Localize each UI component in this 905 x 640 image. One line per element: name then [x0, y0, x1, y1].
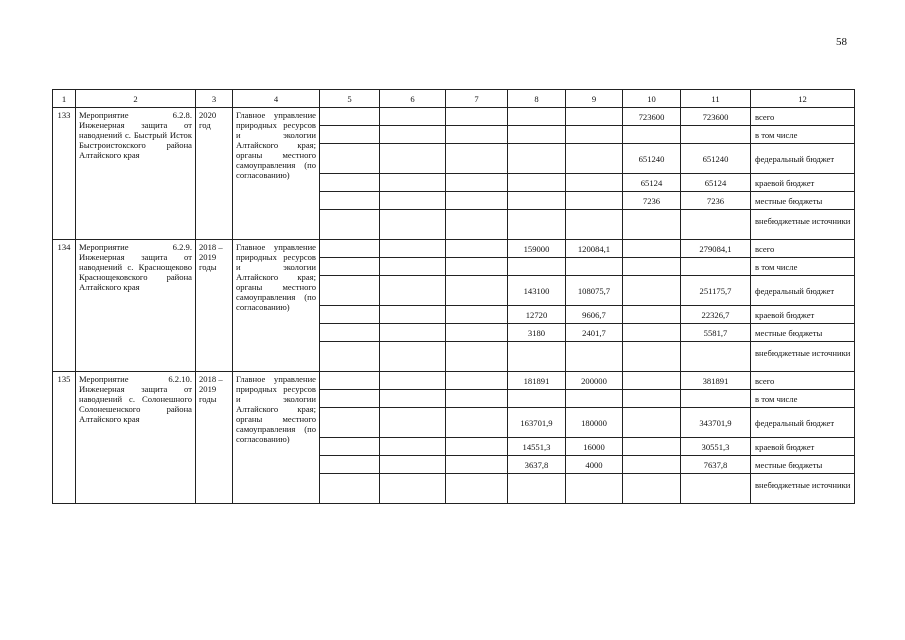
- col-5-cell: [320, 210, 380, 240]
- col-5-cell: [320, 144, 380, 174]
- col-6-cell: [380, 324, 446, 342]
- value-cell-c11: 343701,9: [681, 408, 751, 438]
- value-cell-c8: [508, 342, 566, 372]
- value-cell-c9: 108075,7: [566, 276, 623, 306]
- header-cell: 3: [196, 90, 233, 108]
- implementation-years: 2020 год: [196, 108, 233, 240]
- row-number: 135: [53, 372, 76, 504]
- measure-name: Мероприятие 6.2.9. Инженерная защита от наводнений с. Краснощеково Краснощековского района Алтайского края: [76, 240, 196, 372]
- header-cell: 5: [320, 90, 380, 108]
- value-cell-c10: [623, 276, 681, 306]
- col-7-cell: [446, 174, 508, 192]
- table-row: [53, 240, 855, 258]
- value-cell-c8: [508, 210, 566, 240]
- value-cell-c10: [623, 258, 681, 276]
- funding-source-label: в том числе: [751, 126, 855, 144]
- funding-source-label: внебюджетные источники: [751, 474, 855, 504]
- col-7-cell: [446, 126, 508, 144]
- value-cell-c9: 200000: [566, 372, 623, 390]
- value-cell-c8: [508, 474, 566, 504]
- col-7-cell: [446, 438, 508, 456]
- value-cell-c10: 7236: [623, 192, 681, 210]
- value-cell-c10: [623, 342, 681, 372]
- header-cell: 2: [76, 90, 196, 108]
- col-7-cell: [446, 342, 508, 372]
- col-5-cell: [320, 276, 380, 306]
- value-cell-c8: [508, 390, 566, 408]
- value-cell-c11: 30551,3: [681, 438, 751, 456]
- value-cell-c11: [681, 210, 751, 240]
- col-7-cell: [446, 306, 508, 324]
- funding-source-label: в том числе: [751, 390, 855, 408]
- value-cell-c11: 651240: [681, 144, 751, 174]
- col-6-cell: [380, 408, 446, 438]
- value-cell-c11: [681, 390, 751, 408]
- value-cell-c8: [508, 144, 566, 174]
- value-cell-c11: 5581,7: [681, 324, 751, 342]
- value-cell-c11: 279084,1: [681, 240, 751, 258]
- col-5-cell: [320, 306, 380, 324]
- row-number: 134: [53, 240, 76, 372]
- col-7-cell: [446, 390, 508, 408]
- col-5-cell: [320, 324, 380, 342]
- value-cell-c9: 2401,7: [566, 324, 623, 342]
- col-7-cell: [446, 192, 508, 210]
- col-7-cell: [446, 108, 508, 126]
- value-cell-c10: [623, 372, 681, 390]
- value-cell-c10: [623, 408, 681, 438]
- col-6-cell: [380, 342, 446, 372]
- col-5-cell: [320, 192, 380, 210]
- col-7-cell: [446, 372, 508, 390]
- value-cell-c8: 163701,9: [508, 408, 566, 438]
- value-cell-c8: 181891: [508, 372, 566, 390]
- value-cell-c9: [566, 474, 623, 504]
- executor-name: Главное управление природных ресурсов и экологии Алтайского края; органы местного самоуправления (по согласованию): [233, 108, 320, 240]
- col-5-cell: [320, 342, 380, 372]
- col-5-cell: [320, 258, 380, 276]
- col-7-cell: [446, 324, 508, 342]
- value-cell-c9: [566, 126, 623, 144]
- col-7-cell: [446, 258, 508, 276]
- value-cell-c9: [566, 108, 623, 126]
- value-cell-c11: 22326,7: [681, 306, 751, 324]
- value-cell-c10: [623, 390, 681, 408]
- funding-source-label: в том числе: [751, 258, 855, 276]
- value-cell-c8: [508, 126, 566, 144]
- header-cell: 7: [446, 90, 508, 108]
- col-6-cell: [380, 474, 446, 504]
- header-cell: 1: [53, 90, 76, 108]
- executor-name: Главное управление природных ресурсов и экологии Алтайского края; органы местного самоуправления (по согласованию): [233, 372, 320, 504]
- col-6-cell: [380, 108, 446, 126]
- value-cell-c9: [566, 390, 623, 408]
- funding-source-label: местные бюджеты: [751, 456, 855, 474]
- funding-source-label: федеральный бюджет: [751, 408, 855, 438]
- value-cell-c8: 3180: [508, 324, 566, 342]
- value-cell-c9: [566, 192, 623, 210]
- value-cell-c9: 180000: [566, 408, 623, 438]
- col-7-cell: [446, 474, 508, 504]
- value-cell-c11: 381891: [681, 372, 751, 390]
- page-number: 58: [836, 36, 847, 48]
- value-cell-c10: [623, 210, 681, 240]
- col-7-cell: [446, 456, 508, 474]
- col-5-cell: [320, 408, 380, 438]
- col-7-cell: [446, 144, 508, 174]
- col-7-cell: [446, 408, 508, 438]
- row-number: 133: [53, 108, 76, 240]
- value-cell-c9: 9606,7: [566, 306, 623, 324]
- col-6-cell: [380, 210, 446, 240]
- header-cell: 10: [623, 90, 681, 108]
- funding-source-label: всего: [751, 108, 855, 126]
- col-5-cell: [320, 474, 380, 504]
- value-cell-c10: 723600: [623, 108, 681, 126]
- header-row: [53, 90, 855, 108]
- value-cell-c8: [508, 174, 566, 192]
- col-6-cell: [380, 306, 446, 324]
- value-cell-c10: 651240: [623, 144, 681, 174]
- value-cell-c11: [681, 258, 751, 276]
- col-6-cell: [380, 456, 446, 474]
- value-cell-c11: [681, 342, 751, 372]
- program-table: [52, 89, 855, 504]
- value-cell-c10: [623, 306, 681, 324]
- value-cell-c10: [623, 324, 681, 342]
- col-7-cell: [446, 240, 508, 258]
- value-cell-c9: [566, 210, 623, 240]
- value-cell-c8: 143100: [508, 276, 566, 306]
- col-5-cell: [320, 126, 380, 144]
- col-5-cell: [320, 108, 380, 126]
- executor-name: Главное управление природных ресурсов и экологии Алтайского края; органы местного самоуправления (по согласованию): [233, 240, 320, 372]
- implementation-years: 2018 – 2019 годы: [196, 372, 233, 504]
- value-cell-c9: [566, 258, 623, 276]
- funding-source-label: внебюджетные источники: [751, 210, 855, 240]
- col-6-cell: [380, 438, 446, 456]
- col-7-cell: [446, 210, 508, 240]
- value-cell-c11: 65124: [681, 174, 751, 192]
- table-row: [53, 108, 855, 126]
- col-6-cell: [380, 126, 446, 144]
- value-cell-c11: 723600: [681, 108, 751, 126]
- header-cell: 8: [508, 90, 566, 108]
- funding-source-label: краевой бюджет: [751, 174, 855, 192]
- col-6-cell: [380, 258, 446, 276]
- header-cell: 6: [380, 90, 446, 108]
- header-cell: 12: [751, 90, 855, 108]
- value-cell-c10: [623, 438, 681, 456]
- value-cell-c9: [566, 342, 623, 372]
- col-5-cell: [320, 390, 380, 408]
- value-cell-c9: 16000: [566, 438, 623, 456]
- value-cell-c8: [508, 108, 566, 126]
- measure-name: Мероприятие 6.2.8. Инженерная защита от наводнений с. Быстрый Исток Быстроистокского района Алтайского края: [76, 108, 196, 240]
- col-5-cell: [320, 372, 380, 390]
- value-cell-c8: [508, 258, 566, 276]
- funding-source-label: федеральный бюджет: [751, 276, 855, 306]
- header-cell: 4: [233, 90, 320, 108]
- funding-source-label: всего: [751, 240, 855, 258]
- value-cell-c10: 65124: [623, 174, 681, 192]
- col-6-cell: [380, 390, 446, 408]
- col-7-cell: [446, 276, 508, 306]
- col-6-cell: [380, 240, 446, 258]
- implementation-years: 2018 – 2019 годы: [196, 240, 233, 372]
- header-cell: 11: [681, 90, 751, 108]
- value-cell-c10: [623, 474, 681, 504]
- value-cell-c11: 7637,8: [681, 456, 751, 474]
- value-cell-c10: [623, 126, 681, 144]
- value-cell-c8: 3637,8: [508, 456, 566, 474]
- col-6-cell: [380, 174, 446, 192]
- funding-source-label: краевой бюджет: [751, 438, 855, 456]
- table-row: [53, 372, 855, 390]
- funding-source-label: местные бюджеты: [751, 192, 855, 210]
- col-5-cell: [320, 438, 380, 456]
- value-cell-c9: 120084,1: [566, 240, 623, 258]
- value-cell-c9: 4000: [566, 456, 623, 474]
- value-cell-c11: [681, 126, 751, 144]
- col-5-cell: [320, 456, 380, 474]
- value-cell-c10: [623, 456, 681, 474]
- measure-name: Мероприятие 6.2.10. Инженерная защита от наводнений с. Солонешного Солонешенского района Алтайского края: [76, 372, 196, 504]
- col-6-cell: [380, 276, 446, 306]
- funding-source-label: внебюджетные источники: [751, 342, 855, 372]
- value-cell-c8: 159000: [508, 240, 566, 258]
- col-6-cell: [380, 144, 446, 174]
- funding-source-label: всего: [751, 372, 855, 390]
- value-cell-c11: 251175,7: [681, 276, 751, 306]
- value-cell-c8: 12720: [508, 306, 566, 324]
- col-5-cell: [320, 240, 380, 258]
- col-6-cell: [380, 192, 446, 210]
- funding-source-label: федеральный бюджет: [751, 144, 855, 174]
- value-cell-c10: [623, 240, 681, 258]
- value-cell-c11: [681, 474, 751, 504]
- value-cell-c8: 14551,3: [508, 438, 566, 456]
- header-cell: 9: [566, 90, 623, 108]
- value-cell-c9: [566, 174, 623, 192]
- funding-source-label: краевой бюджет: [751, 306, 855, 324]
- col-5-cell: [320, 174, 380, 192]
- value-cell-c11: 7236: [681, 192, 751, 210]
- col-6-cell: [380, 372, 446, 390]
- value-cell-c9: [566, 144, 623, 174]
- value-cell-c8: [508, 192, 566, 210]
- funding-source-label: местные бюджеты: [751, 324, 855, 342]
